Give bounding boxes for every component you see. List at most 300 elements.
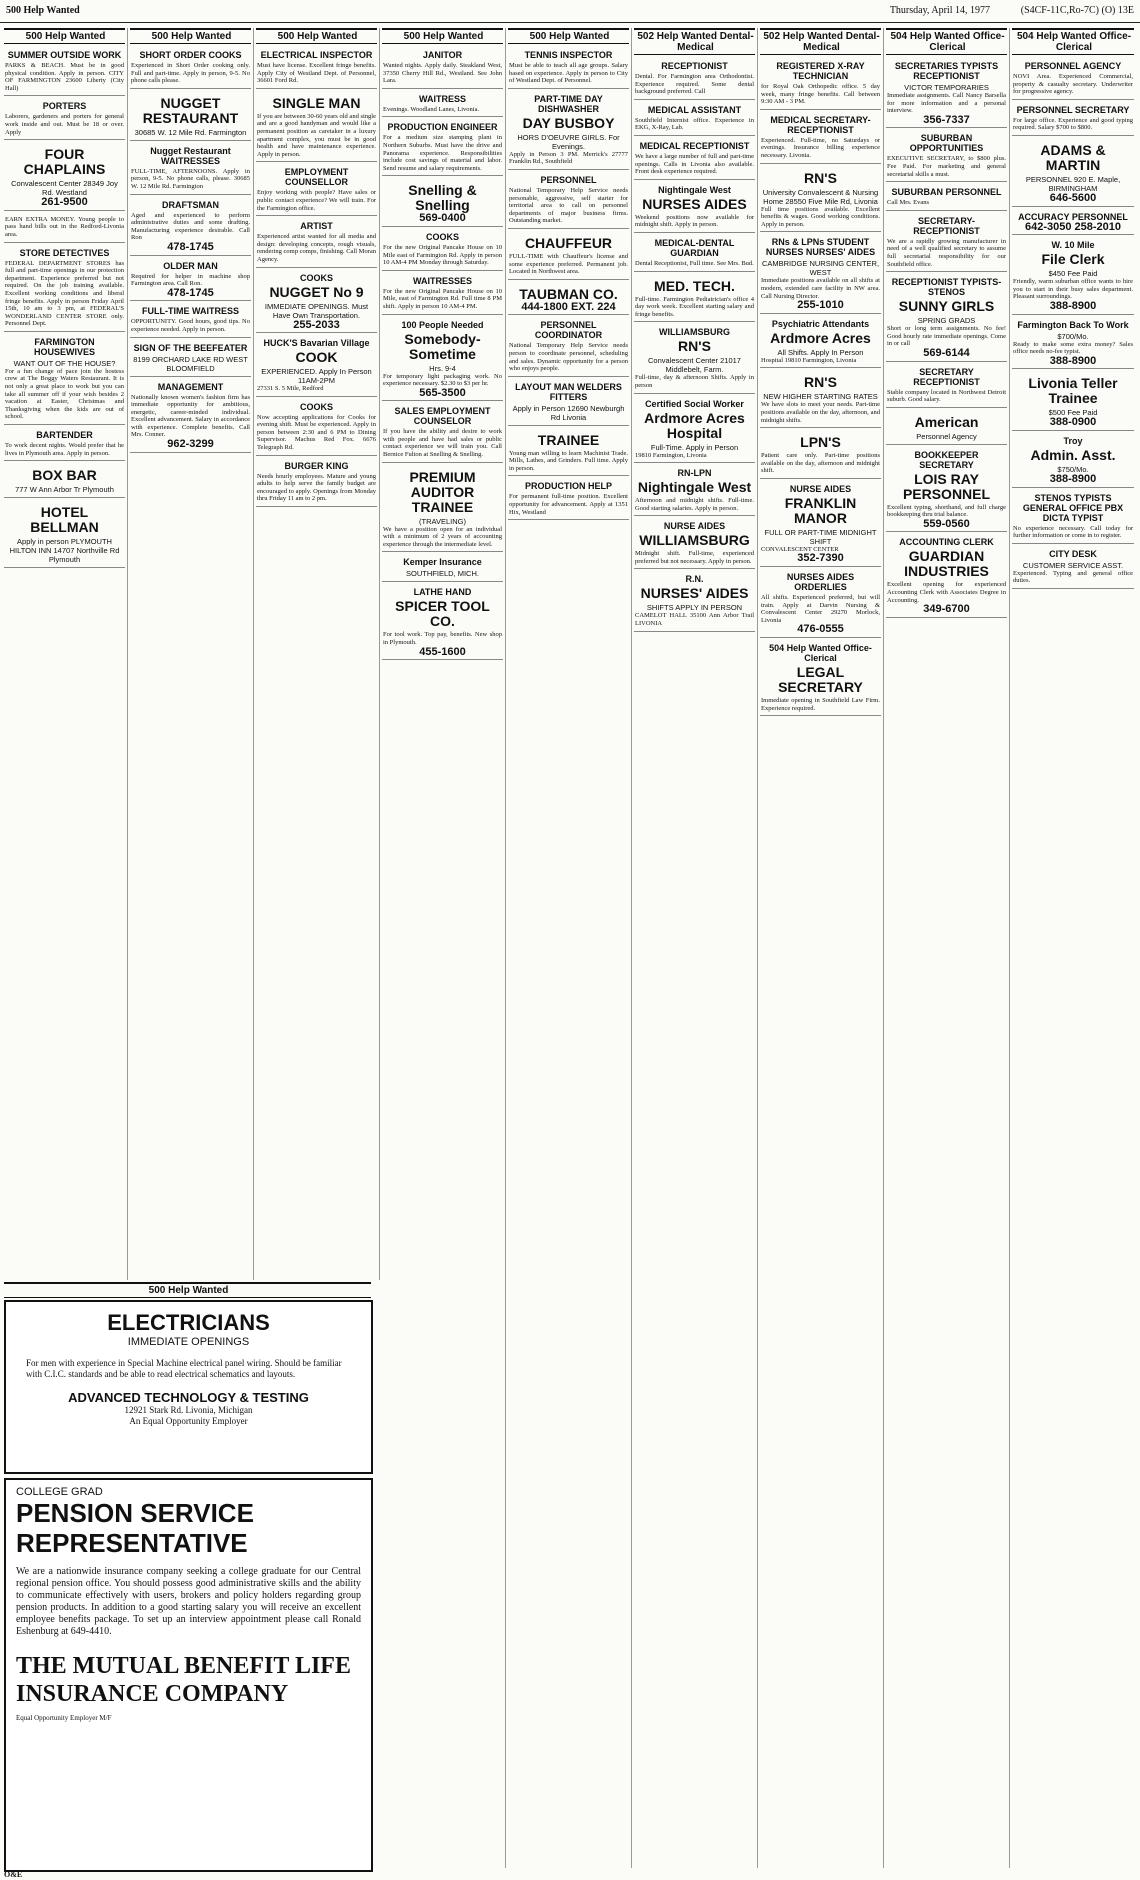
classified-ad <box>382 229 503 271</box>
ad-subheading: $450 Fee Paid <box>1048 269 1098 279</box>
ad-heading: BARTENDER <box>36 430 93 441</box>
pension-text: We are a nationwide insurance company seeking a college graduate for our Central regional pension office. You should possess good administrative skills and the ability to communicate effectively with users, brokers and policy holders regarding group pension products. In addition to a good starting salary you will receive an excellent employee benefits package. To set up an interview appointment please call Ronald Eshenburg at 649-4410. <box>16 1566 361 1637</box>
classified-ad <box>382 119 503 176</box>
ad-heading: REGISTERED X-RAY TECHNICIAN <box>776 61 865 81</box>
ad-big-heading: BOX BAR <box>32 467 97 484</box>
ad-big-heading: NUGGET No 9 <box>269 283 364 300</box>
classified-ad <box>4 463 125 498</box>
ad-big-heading: Somebody-Sometime <box>404 330 481 362</box>
ad-subheading: Hrs. 9-4 <box>429 363 456 373</box>
ad-big-heading: Nightingale West <box>637 479 752 496</box>
ad-body: CAMELOT HALL 35100 Ann Arbor Trail LIVONIA <box>635 612 754 628</box>
ad-big-heading: GUARDIAN INDUSTRIES <box>904 548 989 580</box>
ad-phone: 962-3299 <box>167 438 214 451</box>
ad-subheading: IMMEDIATE OPENINGS. Must Have Own Transportation. <box>264 301 369 320</box>
ad-body: If you are between 30-60 years old and single and are a good handyman and would like a permanent position as caretaker in a luxury apartment complex, you must be in good health and have maintenance experience. Apply in person. <box>257 112 376 158</box>
ad-body: Dental. For Farmington area Orthodontist. Experience required. Some dental background preferred. Call <box>635 73 754 96</box>
classified-ad <box>1012 209 1134 236</box>
classified-ad <box>1012 490 1134 544</box>
ad-body: Patient care only. Part-time positions available on the day, afternoon and midnight shift. <box>761 452 880 475</box>
ad-body: Nationally known women's fashion firm has immediate opportunity for ambitious, energetic, career-minded individual. Excellent advancement. Salary in accordance with experience. Complete benefits. Call Mrs. Conner. <box>131 393 250 439</box>
ad-big-heading: RN'S <box>678 338 711 355</box>
pension-display-ad <box>4 1478 373 1872</box>
classified-ad <box>634 235 755 272</box>
ad-heading: CITY DESK <box>1049 548 1097 559</box>
ad-body: For permanent full-time position. Excellent opportunity for advancement. Apply at 1351 Hix, Westland <box>509 493 628 516</box>
classified-ad <box>382 178 503 227</box>
ad-body: Young man willing to learn Machinist Trade. Mills, Lathes, and Grinders. Full time. Apply in person. <box>509 449 628 472</box>
column-section-header: 500 Help Wanted <box>382 28 503 44</box>
classified-ad <box>886 184 1007 211</box>
classified-ad <box>634 324 755 393</box>
pension-eoe: Equal Opportunity Employer M/F <box>16 1714 112 1722</box>
ad-big-heading: NURSES' AIDES <box>640 585 749 602</box>
classified-column <box>256 28 380 1280</box>
ad-heading: SUBURBAN PERSONNEL <box>891 187 1002 198</box>
classified-ad <box>760 430 881 479</box>
classified-ad <box>256 335 377 397</box>
classified-ad <box>760 481 881 567</box>
ad-body: Wanted nights. Apply daily. Steakland West, 37350 Cherry Hill Rd., Westland. See John Lara. <box>383 62 502 85</box>
ad-big-heading: LEGAL SECRETARY <box>778 664 863 696</box>
ad-body: For the new Original Pancake House on 10 Mile, east of Farmington Rd. Full time 8 PM shift. Apply in person 10 AM-4 PM. <box>383 287 502 310</box>
ad-body: Hospital 19810 Farmington, Livonia <box>761 356 857 364</box>
ad-body: FULL-TIME, AFTERNOONS. Apply in person, 9-5. No phone calls, please. 30685 W. 12 Mile Rd. Farmington <box>131 167 250 190</box>
ad-big-heading: RN'S <box>804 374 837 391</box>
ad-big-heading: Ardmore Acres <box>770 329 871 346</box>
ad-body: Stable company located in Northwest Detroit suburb. Good salary. <box>887 388 1006 404</box>
ad-heading: STENOS TYPISTS GENERAL OFFICE PBX DICTA TYPIST <box>1022 492 1124 523</box>
ad-heading: MEDICAL RECEPTIONIST <box>639 140 750 151</box>
ad-body: For temporary light packaging work. No experience necessary. $2.30 to $3 per hr. <box>383 372 502 388</box>
ad-phone: 388-8900 <box>1049 472 1097 485</box>
ad-heading: ELECTRICAL INSPECTOR <box>260 50 373 60</box>
edition-code: (S4CF-11C,Ro-7C) (O) 13E <box>1020 5 1134 16</box>
ad-subheading: Convalescent Center 28349 Joy Rd. Westland <box>11 179 118 198</box>
classified-ad <box>130 47 251 89</box>
pension-company: THE MUTUAL BENEFIT LIFE INSURANCE COMPANY <box>16 1653 351 1707</box>
column-section-header: 502 Help Wanted Dental-Medical <box>760 28 881 55</box>
classified-column <box>634 28 758 1868</box>
ad-heading: NURSE AIDES <box>789 483 852 494</box>
classified-ad <box>886 364 1007 408</box>
ad-heading: PERSONNEL SECRETARY <box>1016 104 1130 115</box>
ad-heading: TENNIS INSPECTOR <box>524 50 613 60</box>
ad-heading: SECRETARY RECEPTIONIST <box>913 366 980 387</box>
ad-body: FULL-TIME with Chauffeur's license and some experience preferred. Permanent job. Located in Northwest area. <box>509 252 628 276</box>
ad-heading: 100 People Needed <box>401 319 484 330</box>
classified-ad <box>1012 433 1134 488</box>
ad-body: Enjoy working with people? Have sales or public contact experience? We will train. For the Farmington office. <box>257 189 376 212</box>
ad-heading: R.N. <box>685 574 704 585</box>
classified-ad <box>508 282 629 316</box>
column-section-header: 500 Help Wanted <box>130 28 251 44</box>
ad-subheading: FULL OR PART-TIME MIDNIGHT SHIFT <box>764 527 877 546</box>
ad-heading: SHORT ORDER COOKS <box>139 50 242 60</box>
classified-ad <box>1012 371 1134 431</box>
classified-column <box>4 28 128 1280</box>
classified-ad <box>130 379 251 453</box>
ad-subheading: Full-Time. Apply in Person <box>650 442 739 452</box>
ad-body: Full time positions available. Excellent benefits & wages. Good working conditions. Apply in person. <box>761 205 880 228</box>
pension-title: PENSION SERVICE REPRESENTATIVE <box>16 1498 254 1558</box>
ad-heading: WAITRESS <box>418 93 466 104</box>
classified-ad <box>760 112 881 164</box>
ad-big-heading: HOTEL BELLMAN <box>30 504 99 536</box>
ad-big-heading: WILLIAMSBURG <box>639 532 750 549</box>
ad-body: Evenings. Woodland Lanes, Livonia. <box>383 105 480 113</box>
ad-big-heading: TAUBMAN CO. <box>519 285 618 302</box>
ad-body: OPPORTUNITY. Good hours, good tips. No experience needed. Apply in person. <box>131 318 250 333</box>
ad-phone: 388-8900 <box>1049 354 1097 367</box>
electricians-address: 12921 Stark Rd. Livonia, Michigan <box>124 1405 253 1415</box>
ad-heading: RN-LPN <box>677 468 712 479</box>
ad-heading: MEDICAL ASSISTANT <box>647 104 742 115</box>
ad-body: Southfield Internist office. Experience in EKG, X-Ray, Lab. <box>635 116 754 132</box>
ad-body: Now accepting applications for Cooks for evening shift. Must be experienced. Apply in person between 2:30 and 6 PM to Dining Supervisor. Machus Red Fox. 6676 Telegraph Rd. <box>257 413 376 452</box>
ad-body: CONVALESCENT CENTER <box>761 545 839 553</box>
ad-heading: LATHE HAND <box>413 587 472 598</box>
ad-big-heading: ADAMS & MARTIN <box>1040 141 1106 173</box>
ad-body: Dental Receptionist, Full time. See Mrs. Bud. <box>635 259 754 267</box>
ad-heading: OLDER MAN <box>163 260 218 271</box>
ad-body: To work decent nights. Would prefer that he lives in Plymouth area. Apply in person. <box>5 442 124 457</box>
ad-subheading: CAMBRIDGE NURSING CENTER, WEST <box>761 259 880 278</box>
ad-body: Experienced. Typing and general office duties. <box>1013 569 1133 585</box>
ad-big-heading: NUGGET RESTAURANT <box>142 94 239 126</box>
classified-ad <box>508 428 629 477</box>
classified-ad <box>508 47 629 89</box>
ad-big-heading: American <box>914 413 979 430</box>
ad-subheading: $500 Fee Paid <box>1048 408 1098 418</box>
electricians-display-ad <box>4 1300 373 1474</box>
ad-phone: 646-5600 <box>1049 191 1097 204</box>
ad-body: Midnight shift. Full-time, experienced preferred but not necessary. Apply in person. <box>635 550 754 565</box>
classified-ad <box>256 270 377 334</box>
ad-big-heading: NURSES AIDES <box>642 195 747 212</box>
ad-body: Must be able to teach all age groups. Salary based on experience. Apply in person to City of Westland Dept. of Personnel. <box>509 62 628 85</box>
classified-ad <box>256 458 377 507</box>
classified-ad <box>4 500 125 568</box>
ad-body: Weekend positions now available for midnight shift. Apply in person. <box>635 213 754 229</box>
classified-ad <box>130 340 251 377</box>
ad-body: FEDERAL DEPARTMENT STORES has full and part-time openings in our protection department. Experience preferred but not required. On the job training available. Excellent working conditions and liberal fringe benefits. Apply in person Friday April 15th, 10 am to 3 pm, at FEDERAL'S WONDERLAND CENTER STORE only. Personnel Dept. <box>5 259 124 328</box>
ad-heading: RNs & LPNs STUDENT NURSES NURSES' AIDES <box>765 237 876 258</box>
ad-heading: COOKS <box>299 401 333 412</box>
ad-big-heading: FRANKLIN MANOR <box>784 494 857 526</box>
classified-ad <box>634 102 755 136</box>
classified-ad <box>634 465 755 516</box>
column-section-header: 504 Help Wanted Office-Clerical <box>886 28 1007 55</box>
classified-column <box>382 28 506 1868</box>
ad-body: We have a large number of full and part-time openings. Calls in Livonia also available. Front desk experience required. <box>635 152 754 176</box>
ad-phone: 349-6700 <box>923 603 970 616</box>
classified-ad <box>886 213 1007 272</box>
classified-ad <box>4 98 125 140</box>
ad-phone: 476-0555 <box>797 623 844 636</box>
classified-ad <box>382 465 503 553</box>
classified-ad <box>382 91 503 118</box>
ad-body: Required for helper in machine shop Farmington area. Call Ron. <box>131 272 250 288</box>
classified-column <box>1012 28 1136 1868</box>
ad-subheading: NEW HIGHER STARTING RATES <box>763 392 878 402</box>
section-header-electricians: 500 Help Wanted <box>4 1282 371 1298</box>
masthead <box>0 0 1140 23</box>
classified-column <box>760 28 884 1868</box>
ad-body: No experience necessary. Call today for further information or come in to register. <box>1013 524 1133 540</box>
ad-subheading: SPRING GRADS <box>917 316 976 326</box>
ad-body: For a fun change of pace join the hostess crew at The Boggy Waters Restaurant. It is not only a great place to work but you can take all summer off if your wish besides 2 vacation at Easter, Christmas and Thanksgiving when the kids are out of school. <box>5 367 124 421</box>
ad-body: Excellent opening for experienced Accounting Clerk with Associates Degree in Accounting. <box>887 581 1006 604</box>
ad-body: We have slots to meet your needs. Part-time positions available on the day, afternoon, and midnight shifts. <box>761 401 880 424</box>
classified-ad <box>886 447 1007 533</box>
column-section-header: 500 Help Wanted <box>508 28 629 44</box>
ad-big-heading: COOK <box>295 349 338 366</box>
classified-ad <box>130 91 251 141</box>
ad-subheading: Convalescent Center 21017 Middlebelt, Farm. <box>648 356 741 375</box>
classified-ad <box>1012 317 1134 370</box>
classified-ad <box>130 303 251 337</box>
ad-heading: COOKS <box>299 272 333 283</box>
ad-heading: DRAFTSMAN <box>162 199 219 210</box>
ad-subheading: SHIFTS APPLY IN PERSON <box>646 603 743 613</box>
ad-heading: PERSONNEL AGENCY <box>1024 61 1122 71</box>
ad-body: 19810 Farmington, Livonia <box>635 451 707 459</box>
ad-phone: 478-1745 <box>167 286 214 299</box>
electricians-text: For men with experience in Special Machine electrical panel wiring. Should be familiar with C.I.C. standards and be able to read electrical schematics and layouts. <box>26 1358 342 1379</box>
classified-ad <box>382 403 503 462</box>
classified-ad <box>508 379 629 426</box>
ad-body: EARN EXTRA MONEY. Young people to pass hand bills out in the Redford-Livonia area. <box>5 215 124 238</box>
ad-phone: 261-9500 <box>41 196 88 209</box>
classified-ad <box>508 231 629 280</box>
ad-subheading: VICTOR TEMPORARIES <box>904 83 989 92</box>
ad-subheading: 8199 ORCHARD LAKE RD WEST BLOOMFIELD <box>133 354 248 373</box>
classified-ad <box>760 234 881 313</box>
ad-big-heading: SUNNY GIRLS <box>898 298 995 315</box>
pension-tag: COLLEGE GRAD <box>16 1486 103 1498</box>
ad-heading: FULL-TIME WAITRESS <box>142 306 239 317</box>
issue-date: Thursday, April 14, 1977 <box>889 5 990 16</box>
classified-ad <box>1012 546 1134 589</box>
ad-subheading: 777 W Ann Arbor Tr Plymouth <box>15 485 114 495</box>
ad-body: For the new Original Pancake House on 10 Mile east of Farmington Rd. Apply in person 10 AM-4 PM Monday through Saturday. <box>383 243 502 267</box>
ad-big-heading: CHAUFFEUR <box>524 234 613 251</box>
ad-heading: SUBURBAN OPPORTUNITIES <box>909 133 984 154</box>
ad-big-heading: Snelling & Snelling <box>408 182 477 214</box>
ad-subheading: (TRAVELING) <box>419 516 466 526</box>
ad-heading: PERSONNEL <box>540 174 597 185</box>
ad-body: For large office. Experience and good typing required. Salary $700 to $800. <box>1013 116 1133 132</box>
ad-big-heading: Ardmore Acres Hospital <box>644 409 745 441</box>
ad-phone: 455-1600 <box>419 645 466 658</box>
ad-body: For tool work. Top pay, benefits. New shop in Plymouth. <box>383 631 502 647</box>
classified-ad <box>130 143 251 195</box>
ad-body: Friendly, warm suburban office wants to hire you to start in their busy sales department. Pleasant surroundings. <box>1013 278 1133 301</box>
classified-column <box>130 28 254 1280</box>
ad-subheading: Apply in Person 12690 Newburgh Rd Livonia <box>512 403 625 422</box>
ad-subheading: University Convalescent & Nursing Home 28550 Five Mile Rd, Livonia <box>762 187 879 206</box>
ad-big-heading: LOIS RAY PERSONNEL <box>902 470 991 502</box>
ad-subheading: All Shifts. Apply In Person <box>777 347 864 357</box>
ad-body: Immediate positions available on all shifts at modern, extended care facility in NW area. Call Nursing Director. <box>761 277 880 300</box>
ad-phone: 255-1010 <box>797 299 844 312</box>
classified-ad <box>4 427 125 461</box>
page-section-label: 500 Help Wanted <box>6 5 80 16</box>
classified-ad <box>382 47 503 89</box>
ad-body: We have a position open for an individual with a minimum of 2 years of accounting experience through the intermediate level. <box>383 525 502 548</box>
ad-heading: STORE DETECTIVES <box>19 247 110 258</box>
classified-ad <box>634 396 755 464</box>
classified-ad <box>256 399 377 456</box>
ad-body: Experienced in Short Order cooking only. Full and part-time. Apply in person, 9-5. No phone calls please. <box>131 62 250 85</box>
column-section-header: 500 Help Wanted <box>4 28 125 44</box>
ad-big-heading: FOUR CHAPLAINS <box>23 146 106 178</box>
ad-heading: MEDICAL-DENTAL GUARDIAN <box>654 237 735 258</box>
ad-heading: SECRETARY-RECEPTIONIST <box>913 215 980 236</box>
ad-body: Immediate assignments. Call Nancy Barsella for more information and a personal interview. <box>887 92 1006 115</box>
ad-body: For a medium size stamping plant in Northern Suburbs. Must have the drive and Panorama experience. Responsibilities include cost savings of material and labor. Send resume and salary requirements. <box>383 134 502 172</box>
classified-ad <box>382 554 503 582</box>
classified-ad <box>256 164 377 216</box>
ad-body: PARKS & BEACH. Must be in good physical condition. Apply in person. CITY OF FARMINGTON 23600 Liberty (City Hall) <box>5 62 124 92</box>
electricians-title: ELECTRICIANS <box>107 1310 270 1335</box>
classified-ad <box>886 274 1007 361</box>
classified-ad <box>4 213 125 243</box>
ad-heading: NURSE AIDES <box>663 521 726 532</box>
ad-subheading: PERSONNEL 920 E. Maple, BIRMINGHAM <box>1025 174 1121 193</box>
ad-subheading: HORS D'OEUVRE GIRLS. For Evenings. <box>517 132 620 151</box>
ad-body: If you have the ability and desire to work with people and have had sales or public contact experience we will train you. Call Bernice Fulton at Snelling & Snelling. <box>383 428 502 459</box>
ad-subheading: CUSTOMER SERVICE ASST. <box>1022 560 1124 570</box>
ad-heading: JANITOR <box>422 50 463 60</box>
classified-ad <box>634 571 755 631</box>
ad-body: Experienced. Full-time, no Saturdays or evenings. Insurance billing experience necessary. Livonia. <box>761 136 880 159</box>
ad-phone: 642-3050 258-2010 <box>1024 220 1122 233</box>
ad-big-heading: TRAINEE <box>537 431 600 448</box>
classified-ad <box>760 640 881 716</box>
ad-big-heading: Admin. Asst. <box>1030 446 1116 463</box>
ad-heading: RECEPTIONIST TYPISTS-STENOS <box>891 277 1002 298</box>
classified-ad <box>4 47 125 96</box>
classified-ad <box>508 478 629 520</box>
electricians-subtitle: IMMEDIATE OPENINGS <box>127 1336 250 1348</box>
ad-heading: W. 10 Mile <box>1051 240 1095 251</box>
ad-body: for Royal Oak Orthopedic office. 5 day week, many fringe benefits. Call between 9:30 AM - 3 PM. <box>761 83 880 106</box>
ad-body: Call Mrs. Evans <box>887 199 930 207</box>
ad-body: We are a rapidly growing manufacturer in need of a well qualified secretary to assume full secretarial responsibility for our Southfield office. <box>887 237 1006 268</box>
ad-heading: SECRETARIES TYPISTS RECEPTIONIST <box>894 61 999 81</box>
classified-ad <box>886 410 1007 445</box>
ad-big-heading: SPICER TOOL CO. <box>395 598 490 630</box>
ad-heading: COOKS <box>425 231 459 242</box>
ad-heading: BOOKKEEPER SECRETARY <box>914 449 979 470</box>
classified-ad <box>4 334 125 425</box>
classified-ad <box>760 166 881 233</box>
ad-heading: Nightingale West <box>658 184 731 195</box>
ad-body: Laborers, gardeners and porters for general work inside and out. Must be 18 or over. Apply <box>5 113 124 136</box>
ad-heading: RECEPTIONIST <box>661 61 728 71</box>
classified-ad <box>130 197 251 256</box>
ad-body: All shifts. Experienced preferred, but will train. Apply at Darvin Nursing & Convalescent Center 29270 Morlock, Livonia <box>761 594 880 624</box>
ad-body: Excellent typing, shorthand, and full charge bookkeeping thru trial balance. <box>887 503 1006 519</box>
classified-ad <box>634 58 755 100</box>
classified-ad <box>256 91 377 163</box>
classified-ad <box>760 370 881 428</box>
classified-ad <box>130 258 251 302</box>
classified-column <box>886 28 1010 1868</box>
classified-ad <box>634 182 755 233</box>
ad-heading: EMPLOYMENT COUNSELLOR <box>284 167 349 188</box>
ad-body: NOVI Area. Experienced Commercial, property & casualty secretary. Underwriter for progressive agency. <box>1013 73 1133 96</box>
ad-heading: WILLIAMSBURG <box>659 327 730 338</box>
ad-phone: 565-3500 <box>419 386 466 399</box>
ad-big-heading: File Clerk <box>1041 251 1105 268</box>
classified-ad <box>4 245 125 332</box>
classified-ad <box>382 317 503 402</box>
ad-heading: ACCURACY PERSONNEL <box>1018 211 1128 222</box>
ad-body: Must have license. Excellent fringe benefits. Apply City of Westland Dept. of Personnel, 36601 Ford Rd. <box>257 62 376 85</box>
ad-heading: MEDICAL SECRETARY-RECEPTIONIST <box>770 114 871 135</box>
ad-body: Full-time, day & afternoon Shifts. Apply in person <box>635 374 754 389</box>
classified-ad <box>382 273 503 315</box>
ad-big-heading: SINGLE MAN <box>272 94 361 111</box>
classified-ad <box>760 569 881 638</box>
ad-subheading: $700/Mo. <box>1057 331 1089 341</box>
classified-ad <box>1012 138 1134 207</box>
ad-heading: SUMMER OUTSIDE WORK <box>7 50 122 60</box>
ad-phone: 352-7390 <box>797 552 844 565</box>
ad-heading: PERSONNEL COORDINATOR <box>534 320 603 341</box>
ad-heading: ACCOUNTING CLERK <box>899 537 994 548</box>
classified-ad <box>4 142 125 211</box>
classified-ad <box>256 218 377 267</box>
ad-big-heading: LPN'S <box>800 434 841 451</box>
ad-heading: Farmington Back To Work <box>1017 319 1129 330</box>
ad-heading: Certified Social Worker <box>645 398 744 409</box>
ad-phone: 569-0400 <box>419 212 466 225</box>
ad-heading: HUCK'S Bavarian Village <box>263 338 370 349</box>
ad-heading: WAITRESSES <box>412 275 472 286</box>
classified-ad <box>508 172 629 229</box>
classified-ad <box>634 138 755 180</box>
ad-heading: ARTIST <box>300 221 333 232</box>
ad-body: Full-time. Farmington Pediatrician's office 4 day work week. Excellent starting salary and fringe benefits. <box>635 295 754 318</box>
ad-phone: 559-0560 <box>923 517 970 530</box>
ad-subheading: Personnel Agency <box>916 431 977 441</box>
ad-heading: PRODUCTION ENGINEER <box>387 122 498 133</box>
classified-ad <box>634 274 755 323</box>
ad-subheading: EXPERIENCED. Apply In Person 11AM-2PM <box>261 367 372 386</box>
column-section-header: 504 Help Wanted Office-Clerical <box>1012 28 1134 55</box>
ad-heading: Troy <box>1063 435 1083 446</box>
classified-column <box>508 28 632 1868</box>
ad-heading: LAYOUT MAN WELDERS FITTERS <box>515 381 622 402</box>
electricians-eoe: An Equal Opportunity Employer <box>129 1416 248 1426</box>
ad-body: Needs hourly employees. Mature and young adults to help serve the family budget are encouraged to apply. Openings from Monday thru Friday 11 am to 2 pm. <box>257 472 376 503</box>
ad-phone: 356-7337 <box>923 113 970 126</box>
ad-heading: PRODUCTION HELP <box>524 481 612 492</box>
ad-big-heading: PREMIUM AUDITOR TRAINEE <box>409 468 476 515</box>
ad-body: Immediate opening in Southfield Law Firm. Experience required. <box>761 697 880 712</box>
classified-ad <box>634 518 755 569</box>
ad-body: National Temporary Help Service needs person to coordinate personnel, scheduling and sales. Dynamic opportunity for a person who enjoys people. <box>509 342 628 373</box>
ad-heading: BURGER KING <box>284 460 349 471</box>
electricians-company: ADVANCED TECHNOLOGY & TESTING <box>68 1390 309 1405</box>
classified-ad <box>1012 58 1134 100</box>
ad-big-heading: DAY BUSBOY <box>522 114 615 131</box>
column-section-header: 500 Help Wanted <box>256 28 377 44</box>
